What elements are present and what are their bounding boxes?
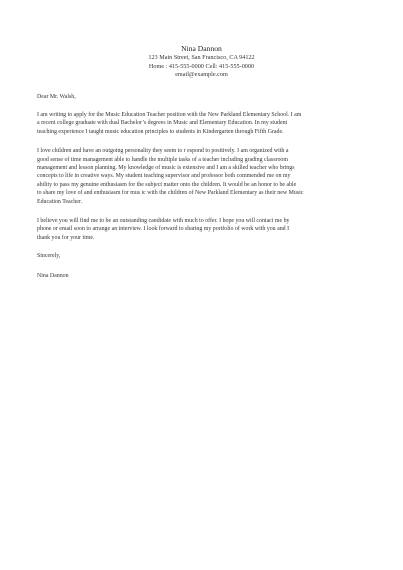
signature-name: Nina Dannon bbox=[37, 272, 69, 279]
paragraph-3 bbox=[37, 217, 375, 242]
paragraph-line: concepts to life in creative ways. My student teaching supervisor and professor both commended me on my bbox=[37, 173, 291, 180]
letter-body bbox=[37, 93, 375, 288]
paragraph-line: to share my love of and enthusiasm for mus ic with the children of New Parkland Elementary as their new Music bbox=[37, 190, 304, 197]
sender-phones: Home : 415-555-0000 Cell: 415-555-0000 bbox=[148, 62, 255, 70]
paragraph-2 bbox=[37, 147, 375, 206]
paragraph-line: ability to pass my genuine enthusiasm for the subject matter onto the children. It would be an honor to be able bbox=[37, 181, 297, 188]
paragraph-line: phone or email soon to arrange an interview. I look forward to sharing my portfolio of work with you and I bbox=[37, 226, 290, 233]
paragraph-line: thank you for your time. bbox=[37, 234, 95, 241]
letter-header bbox=[0, 44, 403, 80]
sender-name: Nina Dannon bbox=[181, 44, 222, 53]
paragraph-line: good sense of time management able to handle the multiple tasks of a teacher including grading classroom bbox=[37, 156, 288, 163]
paragraph-1 bbox=[37, 111, 375, 136]
paragraph-line: teaching experience I taught music education principles to students in Kindergarten through Fifth Grade. bbox=[37, 128, 284, 135]
paragraph-line: management and lesson planning. My knowledge of music is extensive and I am a skilled teacher who brings bbox=[37, 164, 295, 171]
closing: Sincerely, bbox=[37, 253, 61, 260]
paragraph-line: a recent college graduate with dual Bachelor’s degrees in Music and Elementary Education. In my student bbox=[37, 120, 288, 127]
salutation: Dear Mr. Walsh, bbox=[37, 94, 76, 100]
sender-email: email@example.com bbox=[175, 71, 228, 79]
paragraph-line: I am writing to apply for the Music Education Teacher position with the New Parkland Elementary School. I am bbox=[37, 111, 302, 118]
sender-address: 123 Main Street, San Francisco, CA 94122 bbox=[148, 54, 255, 61]
paragraph-line: I love children and have an outgoing personality they seem to r espond to positively. I am organized with a bbox=[37, 148, 289, 155]
paragraph-line: Education Teacher. bbox=[37, 198, 82, 205]
paragraph-line: I believe you will find me to be an outstanding candidate with much to offer. I hope you will contact me by bbox=[37, 217, 290, 224]
